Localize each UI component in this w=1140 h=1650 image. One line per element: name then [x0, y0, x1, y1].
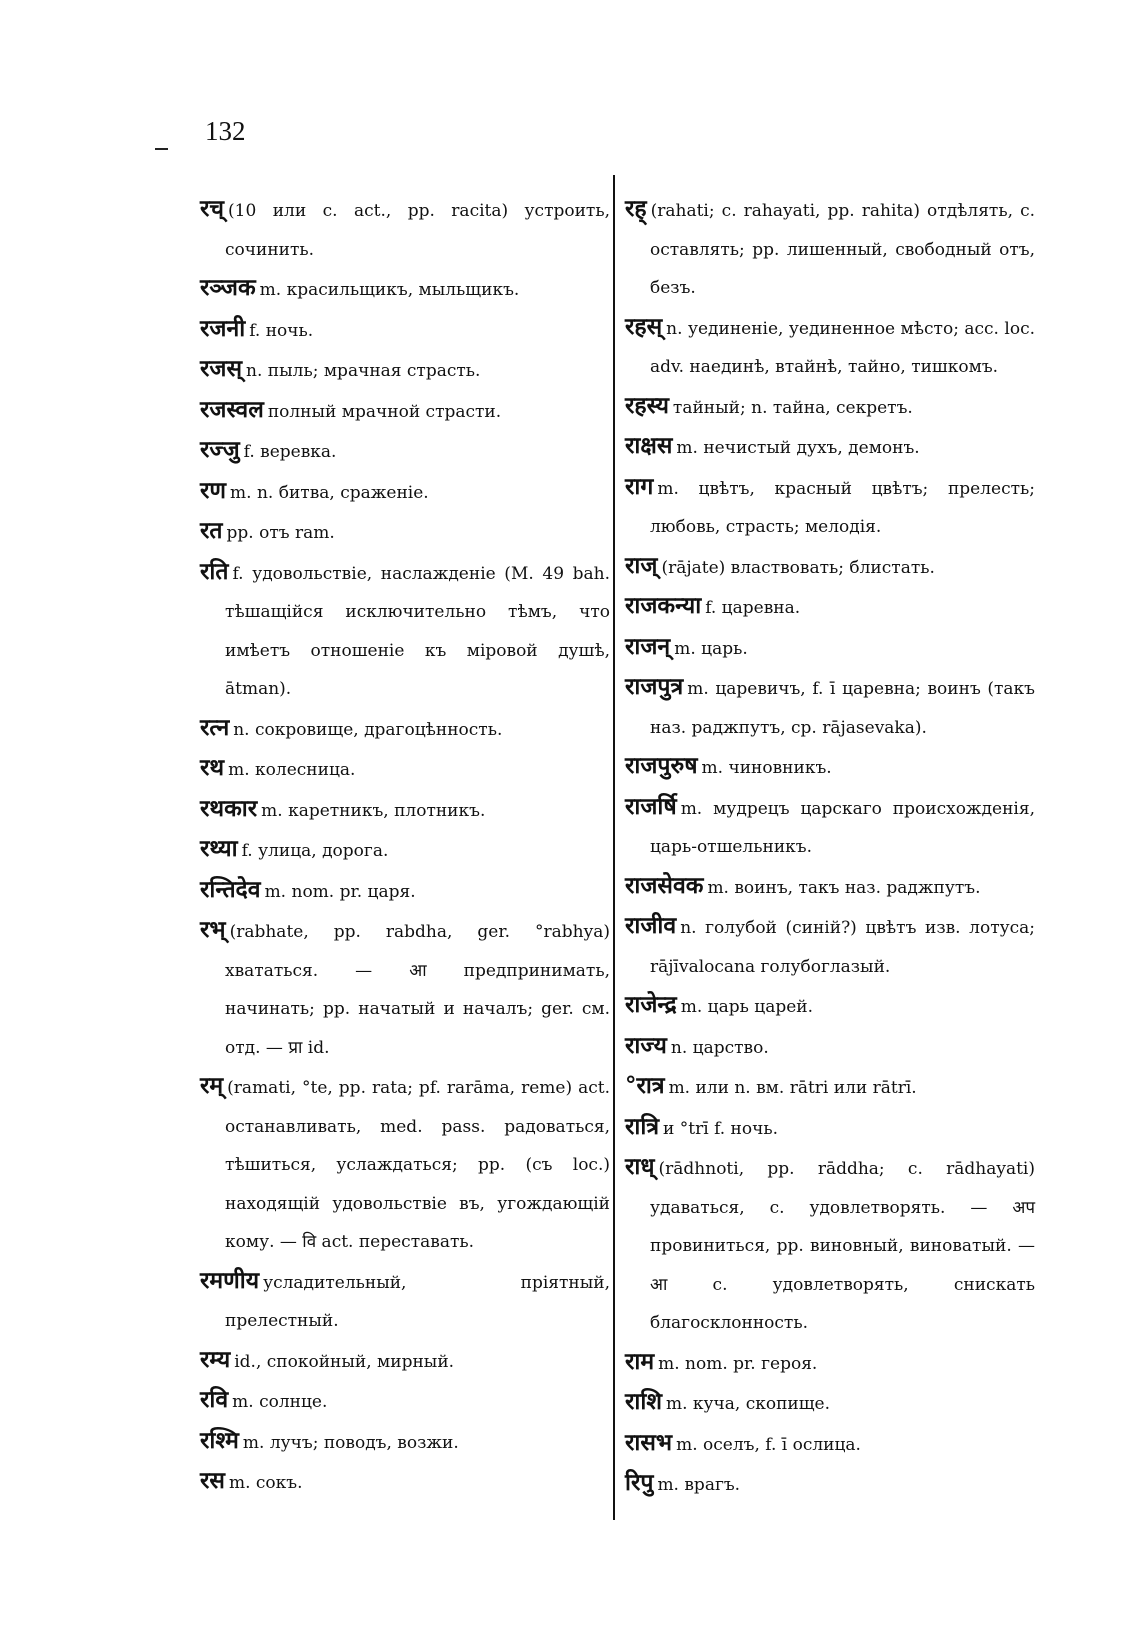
dictionary-entry: [200, 749, 610, 790]
entry-definition: f. ночь.: [249, 320, 314, 341]
entry-definition: m. воинъ, такъ наз. раджпутъ.: [707, 877, 981, 898]
entry-definition: полный мрачной страсти.: [267, 401, 502, 422]
entry-definition: m. nom. pr. героя.: [658, 1353, 818, 1374]
entry-definition: n. уединеніе, уединенное мѣсто; acc. loc. adv. наединѣ, втайнѣ, тайно, тишкомъ.: [650, 318, 1035, 377]
entry-definition: (rādhnoti, pp. rāddha; c. rādhayati) удаваться, c. удовлетворять. — अप провиниться, pp. виновный, виноватый. — आ c. удовлетворять, снискать благосклонность.: [650, 1159, 1035, 1333]
dictionary-entry: [200, 350, 610, 391]
entry-headword: रम्: [200, 1072, 224, 1099]
entry-definition: m. чиновникъ.: [701, 758, 832, 778]
entry-definition: m. куча, скопище.: [665, 1394, 831, 1414]
entry-headword: रभ्: [200, 916, 226, 943]
entry-headword: रजस्वल: [200, 395, 264, 423]
entry-definition: pp. отъ ram.: [226, 523, 335, 543]
entry-definition: id., спокойный, мирный.: [234, 1351, 455, 1372]
margin-mark: [155, 148, 168, 150]
dictionary-entry: [200, 553, 610, 709]
dictionary-entry: [625, 427, 1035, 468]
dictionary-entry: [625, 788, 1035, 867]
right-column: [625, 190, 1035, 1505]
entry-definition: m. царь царей.: [680, 997, 814, 1017]
dictionary-entry: [625, 1148, 1035, 1343]
entry-headword: राजन्: [625, 632, 671, 660]
dictionary-entry: [625, 1424, 1035, 1465]
entry-headword: राशि: [625, 1388, 662, 1415]
dictionary-entry: [200, 431, 610, 472]
dictionary-entry: [625, 1383, 1035, 1424]
entry-definition: m. цвѣтъ, красный цвѣтъ; прелесть; любовь, страсть; мелодія.: [650, 478, 1035, 537]
entry-definition: m. врагъ.: [657, 1475, 741, 1495]
entry-headword: राज्: [625, 551, 658, 579]
entry-headword: रम्य: [200, 1345, 231, 1373]
dictionary-entry: [200, 269, 610, 310]
entry-headword: रथ: [200, 754, 225, 781]
entry-headword: रथकार: [200, 794, 258, 822]
dictionary-entry: [200, 709, 610, 750]
entry-headword: रस: [200, 1467, 225, 1494]
dictionary-entry: [625, 907, 1035, 986]
dictionary-entry: [625, 1464, 1035, 1505]
dictionary-entry: [200, 1422, 610, 1463]
dictionary-entry: [200, 1462, 610, 1503]
entry-headword: रण: [200, 476, 227, 504]
entry-headword: राजपुत्र: [625, 673, 684, 700]
entry-headword: राजीव: [625, 912, 677, 939]
entry-headword: रहस्: [625, 312, 663, 340]
entry-headword: रति: [200, 557, 229, 585]
dictionary-entry: [200, 190, 610, 269]
entry-headword: रज्जु: [200, 436, 240, 463]
entry-headword: राज्य: [625, 1031, 667, 1059]
entry-definition: (rabhate, pp. rabdha, ger. °rabhya) хвататься. — आ предпринимать, начинать; pp. начатый и началъ; ger. см. отд. — प्रा id.: [225, 922, 610, 1058]
entry-definition: m. царевичъ, f. ī царевна; воинъ (такъ наз. раджпутъ, ср. rājasevaka).: [650, 679, 1035, 738]
page-number: 132: [205, 116, 246, 146]
dictionary-entry: [200, 1067, 610, 1262]
entry-headword: रन्तिदेव: [200, 875, 261, 903]
dictionary-entry: [200, 1381, 610, 1422]
entry-definition: усладительный, пріятный, прелестный.: [225, 1272, 610, 1331]
entry-headword: राध्: [625, 1153, 655, 1180]
dictionary-entry: [200, 1341, 610, 1382]
dictionary-entry: [625, 986, 1035, 1027]
entry-definition: (rājate) властвовать; блистать.: [661, 557, 935, 578]
dictionary-entry: [200, 472, 610, 513]
entry-definition: m. каретникъ, плотникъ.: [261, 800, 486, 821]
entry-definition: m. красильщикъ, мыльщикъ.: [259, 280, 520, 300]
left-column: [200, 190, 610, 1503]
entry-definition: n. пыль; мрачная страсть.: [246, 361, 481, 381]
entry-definition: m. лучъ; поводъ, возжи.: [242, 1432, 459, 1453]
entry-headword: रासभ: [625, 1428, 673, 1456]
column-divider: [613, 175, 615, 1520]
dictionary-entry: [625, 668, 1035, 747]
entry-definition: m. нечистый духъ, демонъ.: [676, 438, 920, 458]
entry-definition: m. колесница.: [228, 760, 356, 780]
entry-definition: m. сокъ.: [228, 1473, 303, 1493]
entry-headword: रत: [200, 517, 223, 544]
entry-headword: रमणीय: [200, 1266, 260, 1294]
dictionary-entry: [200, 911, 610, 1067]
entry-definition: m. n. битва, сраженіе.: [230, 482, 429, 503]
entry-headword: रिपु: [625, 1469, 654, 1496]
dictionary-entry: [200, 830, 610, 871]
entry-headword: रह्: [625, 195, 647, 222]
entry-headword: रवि: [200, 1386, 229, 1413]
dictionary-entry: [625, 387, 1035, 428]
entry-definition: m. nom. pr. царя.: [264, 881, 416, 902]
dictionary-entry: [200, 790, 610, 831]
entry-definition: m. или n. вм. rātri или rātrī.: [668, 1078, 917, 1098]
entry-definition: f. веревка.: [243, 442, 337, 462]
entry-definition: (10 или c. act., pp. racita) устроить, сочинить.: [225, 201, 610, 260]
entry-definition: тайный; n. тайна, секретъ.: [672, 397, 913, 418]
entry-definition: (rahati; c. rahayati, pp. rahita) отдѣлять, c. оставлять; pp. лишенный, свободный отъ, безъ.: [650, 201, 1035, 298]
entry-headword: राजसेवक: [625, 871, 704, 899]
dictionary-entry: [625, 587, 1035, 628]
entry-headword: रच्: [200, 195, 225, 222]
dictionary-entry: [625, 747, 1035, 788]
entry-headword: राग: [625, 472, 654, 500]
entry-headword: राजेन्द्र: [625, 991, 677, 1018]
dictionary-entry: [625, 190, 1035, 308]
entry-headword: रथ्या: [200, 835, 238, 862]
entry-headword: राम: [625, 1347, 655, 1375]
entry-headword: रश्मि: [200, 1426, 239, 1454]
dictionary-entry: [625, 628, 1035, 669]
entry-definition: m. царь.: [674, 638, 748, 659]
entry-headword: रञ्जक: [200, 274, 256, 301]
entry-headword: रजनी: [200, 314, 246, 342]
dictionary-entry: [625, 1343, 1035, 1384]
entry-definition: n. голубой (синій?) цвѣтъ изв. лотуса; rājīvalocana голубоглазый.: [650, 918, 1035, 977]
dictionary-entry: [625, 308, 1035, 387]
dictionary-entry: [625, 1027, 1035, 1068]
dictionary-entry: [625, 1108, 1035, 1149]
entry-headword: °रात्र: [625, 1072, 665, 1099]
dictionary-entry: [625, 867, 1035, 908]
dictionary-entry: [625, 468, 1035, 547]
entry-headword: रहस्य: [625, 391, 669, 419]
dictionary-entry: [625, 1067, 1035, 1108]
entry-headword: राजकन्या: [625, 592, 702, 619]
entry-headword: रत्न: [200, 713, 230, 741]
entry-definition: m. солнце.: [232, 1392, 328, 1412]
entry-headword: रात्रि: [625, 1112, 660, 1140]
entry-definition: n. сокровище, драгоцѣнность.: [233, 719, 503, 740]
dictionary-entry: [200, 1262, 610, 1341]
dictionary-entry: [200, 871, 610, 912]
dictionary-entry: [200, 391, 610, 432]
dictionary-entry: [200, 512, 610, 553]
entry-headword: रजस्: [200, 355, 243, 382]
entry-definition: f. улица, дорога.: [241, 841, 389, 861]
entry-definition: f. удовольствіе, наслажденіе (M. 49 bah. тѣшащійся исключительно тѣмъ, что имѣетъ отношеніе къ міровой душѣ, ātman).: [225, 563, 610, 699]
dictionary-entry: [625, 547, 1035, 588]
entry-definition: m. мудрецъ царскаго происхожденія, царь-отшельникъ.: [650, 798, 1035, 857]
entry-headword: राजपुरुष: [625, 752, 698, 779]
entry-definition: f. царевна.: [705, 598, 801, 618]
entry-headword: राजर्षि: [625, 792, 677, 820]
entry-definition: m. оселъ, f. ī ослица.: [676, 1434, 861, 1455]
dictionary-entry: [200, 310, 610, 351]
entry-definition: n. царство.: [670, 1037, 769, 1058]
entry-headword: राक्षस: [625, 432, 673, 459]
entry-definition: (ramati, °te, pp. rata; pf. rarāma, reme) act. останавливать, med. pass. радоваться, тѣшиться, услаждаться; pp. (съ loc.) находящій удовольствіе въ, угождающій кому. — वि act. переставать.: [225, 1078, 610, 1252]
entry-definition: и °trī f. ночь.: [663, 1118, 779, 1139]
